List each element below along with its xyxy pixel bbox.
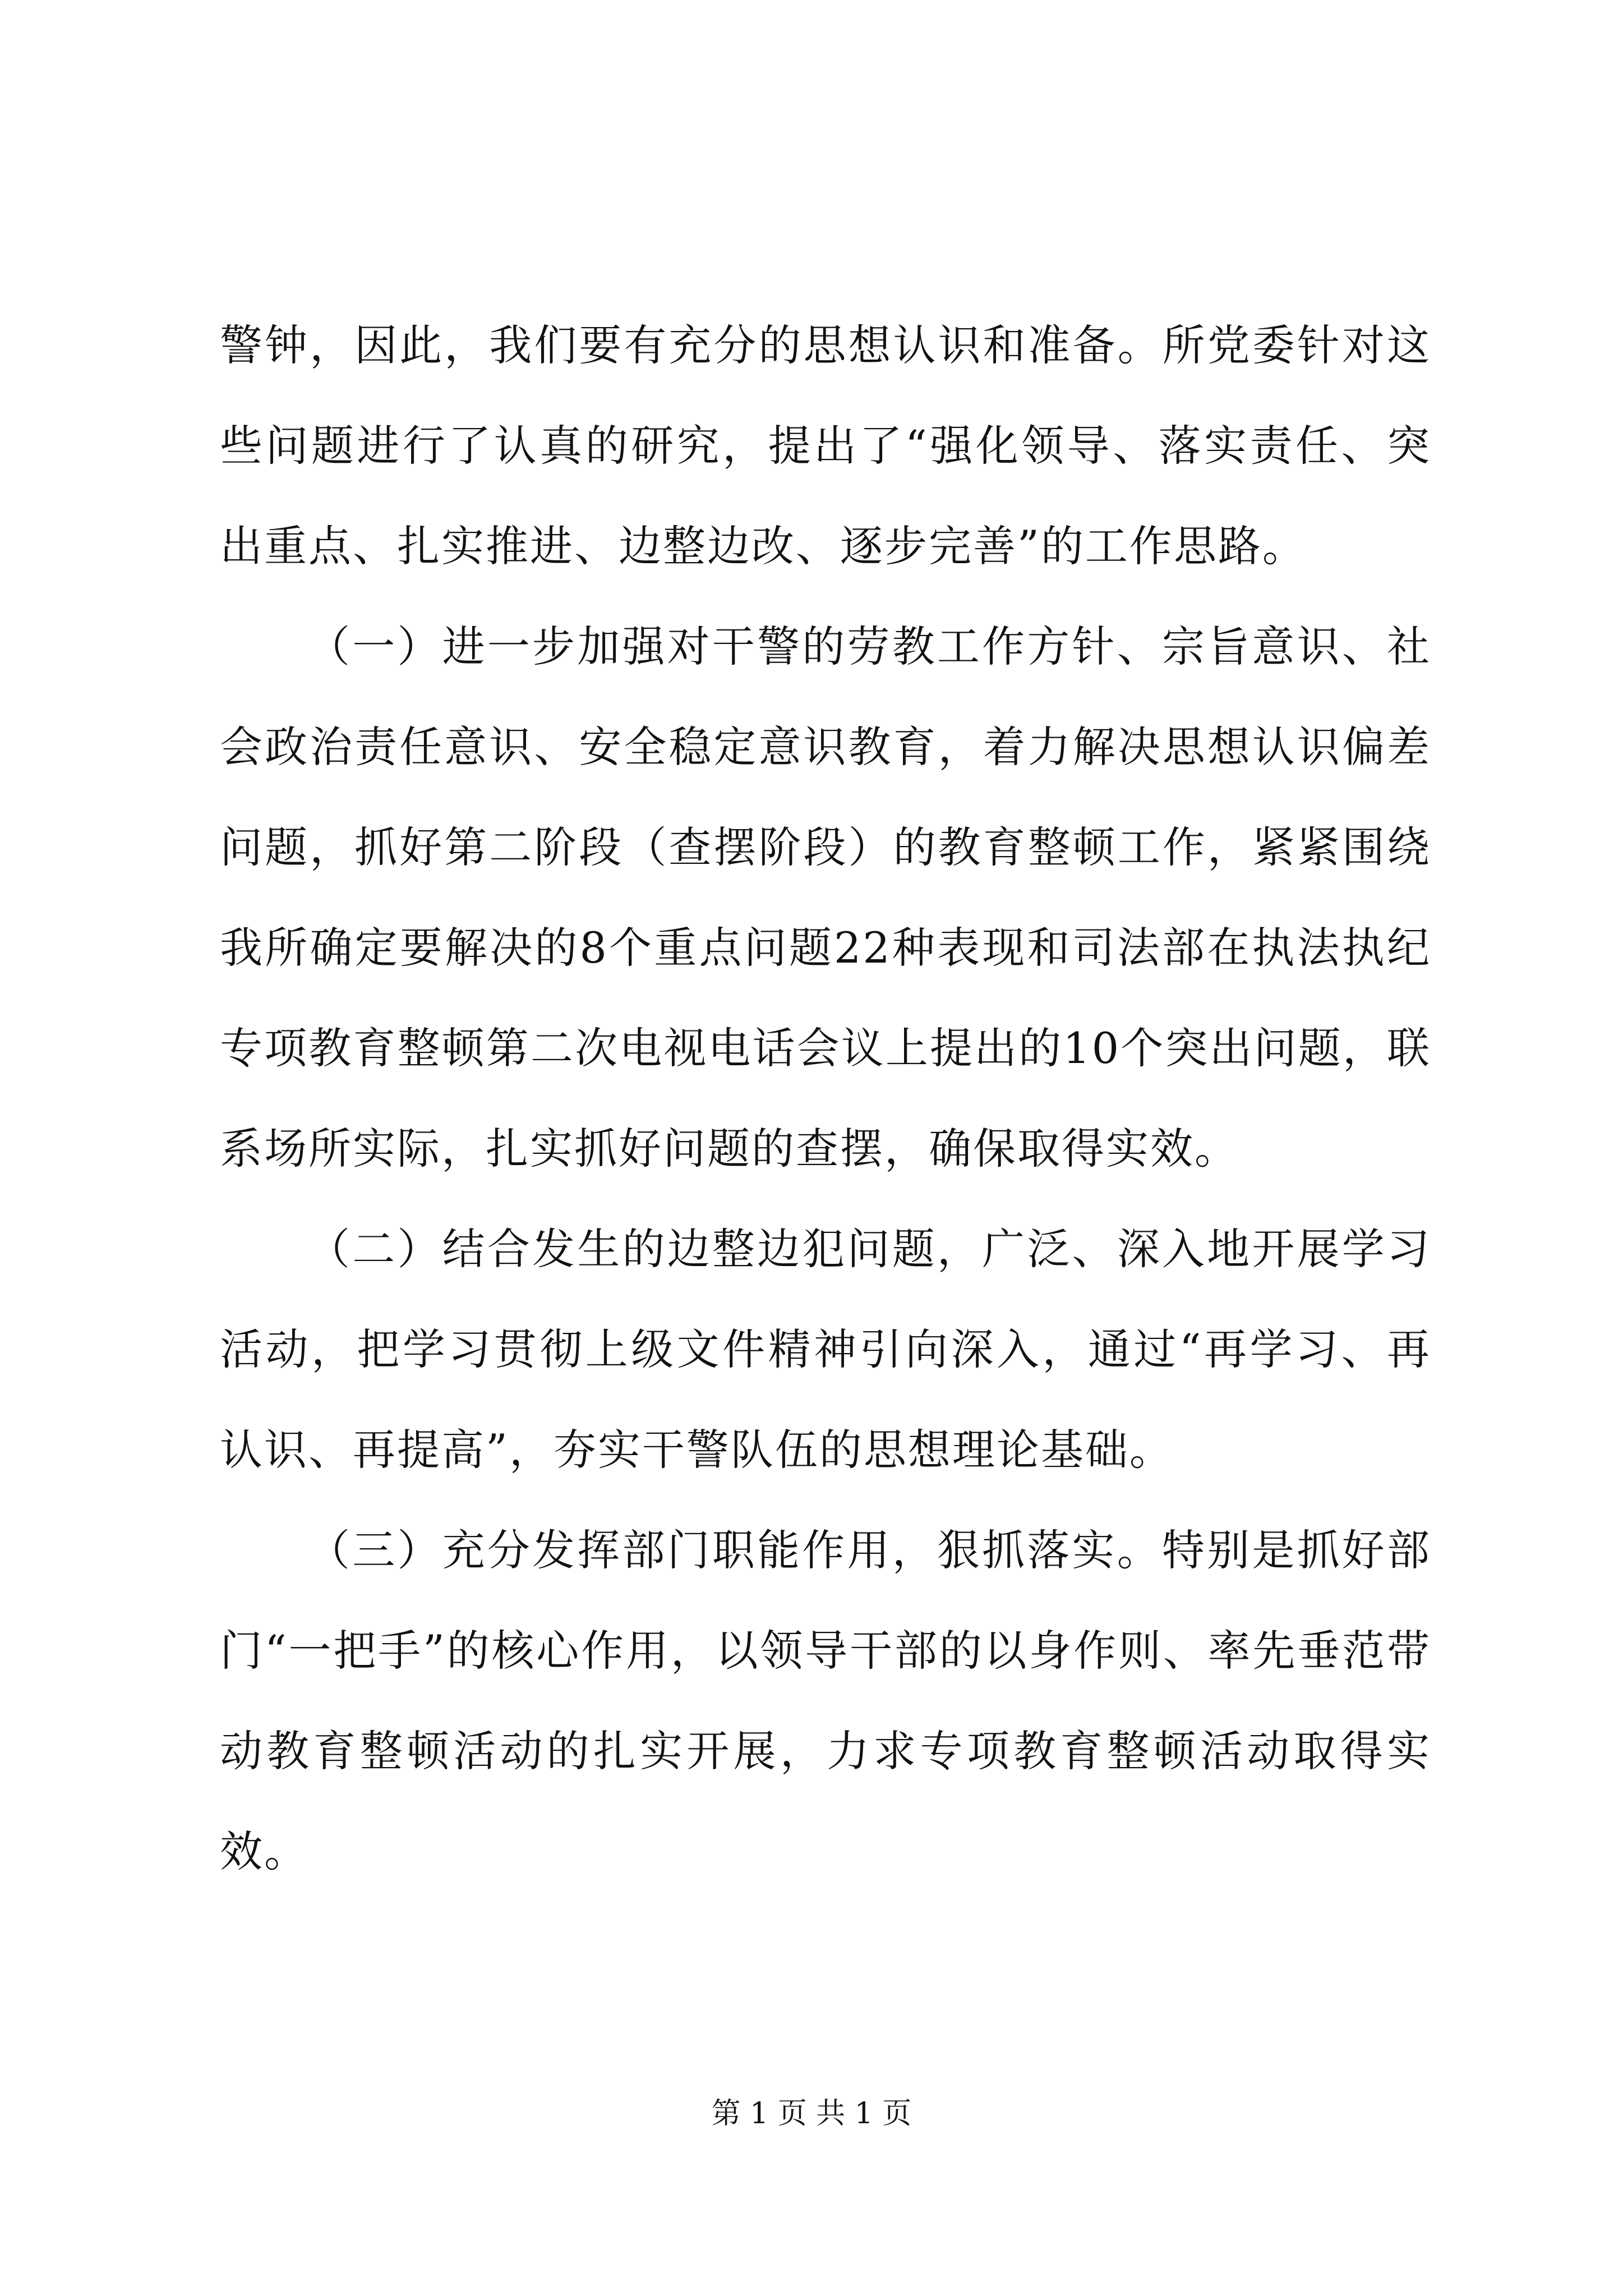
paragraph-continuation: 警钟，因此，我们要有充分的思想认识和准备。所党委针对这些问题进行了认真的研究，提出了“强化领导、落实责任、突出重点、扎实推进、边整边改、逐步完善”的工作思路。 [220, 320, 1431, 571]
paragraph-item-3: （三）充分发挥部门职能作用，狠抓落实。特别是抓好部门“一把手”的核心作用，以领导干部的以身作则、率先垂范带动教育整顿活动的扎实开展，力求专项教育整顿活动取得实效。 [220, 1525, 1431, 1876]
paragraph-item-2: （二）结合发生的边整边犯问题，广泛、深入地开展学习活动，把学习贯彻上级文件精神引向深入，通过“再学习、再认识、再提高”，夯实干警队伍的思想理论基础。 [220, 1224, 1431, 1475]
document-body [220, 295, 1431, 1902]
page-number-label: 第 1 页 共 1 页 [711, 2097, 912, 2131]
page-footer [0, 2097, 1623, 2131]
paragraph-item-1: （一）进一步加强对干警的劳教工作方针、宗旨意识、社会政治责任意识、安全稳定意识教育，着力解决思想认识偏差问题，抓好第二阶段（查摆阶段）的教育整顿工作，紧紧围绕我所确定要解决的8个重点问题22种表现和司法部在执法执纪专项教育整顿第二次电视电话会议上提出的10个突出问题，联系场所实际，扎实抓好问题的查摆，确保取得实效。 [220, 622, 1431, 1174]
